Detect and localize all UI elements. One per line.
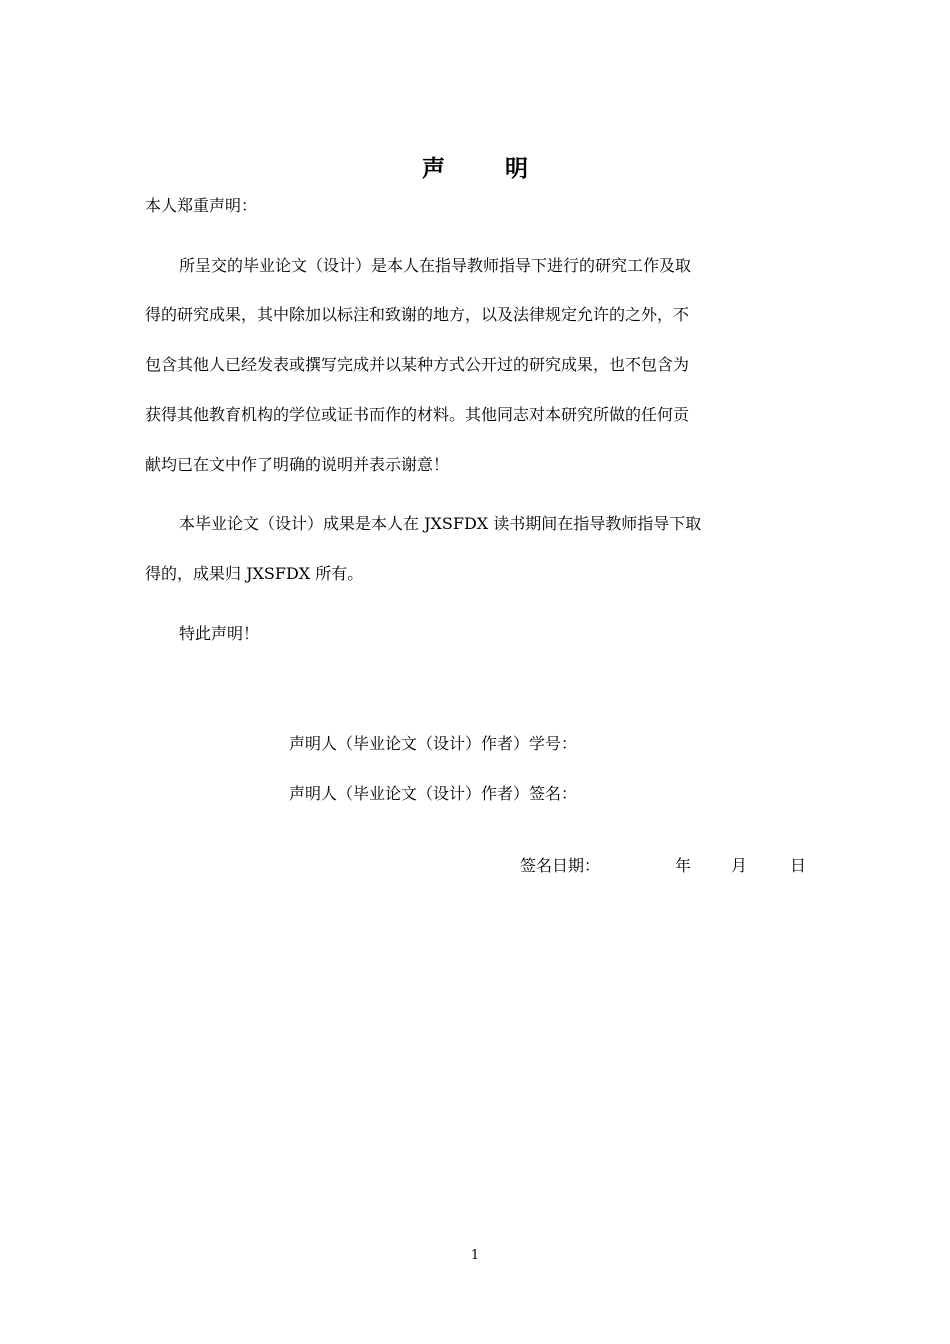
day-label: 日 [790,856,807,875]
page-title [0,150,950,183]
year-label: 年 [675,856,692,875]
paragraph1-line-4: 获得其他教育机构的学位或证书而作的材料。其他同志对本研究所做的任何贡 [145,405,690,424]
paragraph2-line-2: 得的，成果归 JXSFDX 所有。 [145,564,364,583]
page-number: 1 [470,1248,480,1263]
closing-statement: 特此声明！ [179,624,260,643]
paragraph1-line-2: 得的研究成果，其中除加以标注和致谢的地方，以及法律规定允许的之外，不 [145,305,690,324]
student-id-label: 声明人（毕业论文（设计）作者）学号： [289,734,578,753]
date-label: 签名日期： [520,856,601,875]
signature-label: 声明人（毕业论文（设计）作者）签名： [289,784,578,803]
title-char-1: 声 [422,155,445,182]
month-label: 月 [731,856,748,875]
paragraph2-line-1: 本毕业论文（设计）成果是本人在 JXSFDX 读书期间在指导教师指导下取 [179,514,702,533]
paragraph1-line-3: 包含其他人已经发表或撰写完成并以某种方式公开过的研究成果，也不包含为 [145,355,690,374]
title-char-2: 明 [505,155,528,182]
paragraph1-line-1: 所呈交的毕业论文（设计）是本人在指导教师指导下进行的研究工作及取 [179,256,692,275]
paragraph1-line-5: 献均已在文中作了明确的说明并表示谢意！ [145,455,450,474]
opening-statement: 本人郑重声明： [145,196,258,215]
